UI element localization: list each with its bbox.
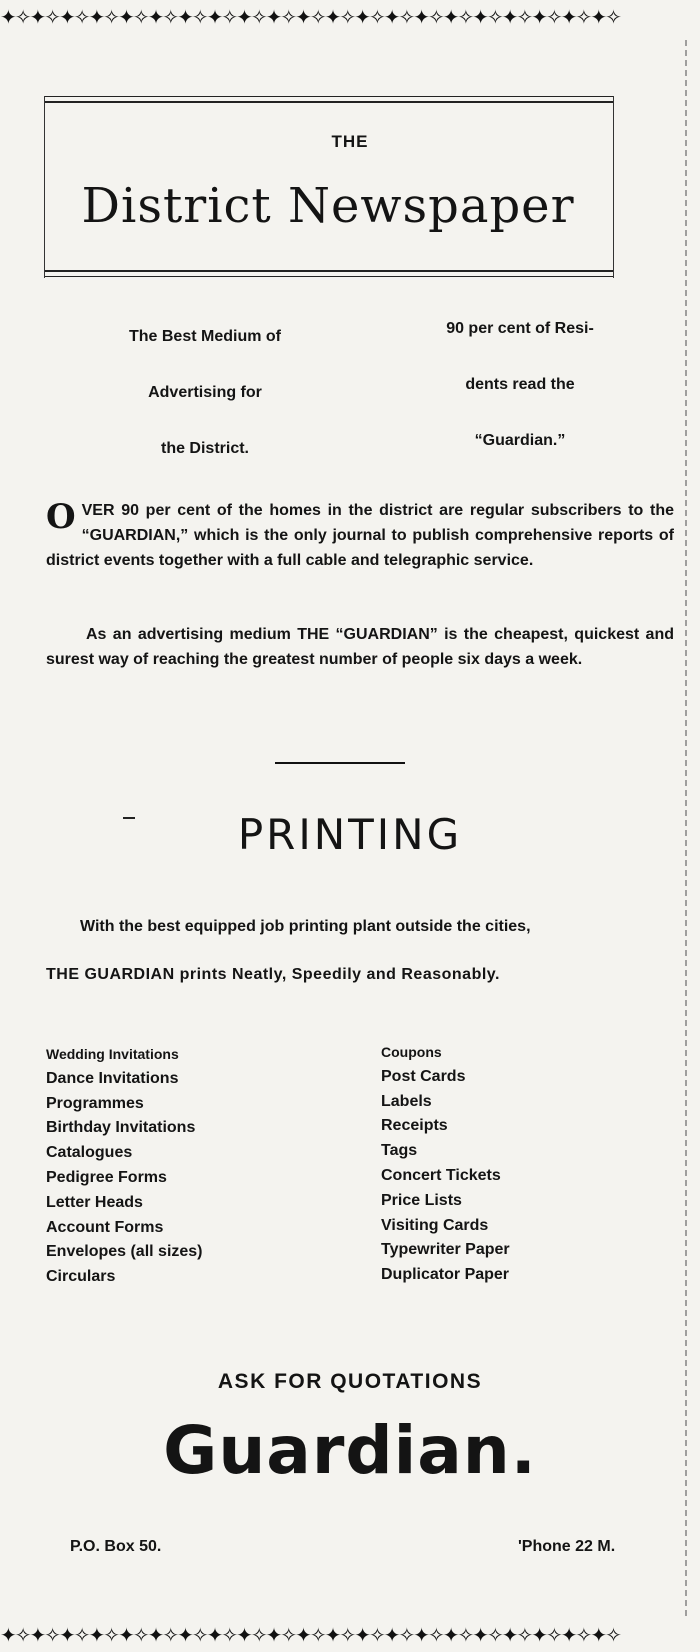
masthead-kicker: THE [331,132,369,151]
tagline-right-3: “Guardian.” [474,432,566,449]
list-item: Pedigree Forms [46,1168,167,1186]
drop-cap: O [46,497,76,537]
section-divider [275,762,405,764]
list-item: Catalogues [46,1144,133,1162]
top-ornamental-border: ✦✧✦✧✦✧✦✧✦✧✦✧✦✧✦✧✦✧✦✧✦✧✦✧✦✧✦✧✦✧✦✧✦✧✦✧✦✧✦✧✦✧ [0,5,620,29]
quotations-callout: ASK FOR QUOTATIONS [217,1370,483,1393]
list-item: Wedding Invitations [46,1046,179,1062]
body-paragraph-2: As an advertising medium THE “GUARDIAN” is the cheapest, quickest and surest way of reaching the greatest number of people six days a week. [46,626,674,668]
list-item: Receipts [381,1117,448,1135]
list-item: Typewriter Paper [381,1241,510,1259]
services-list-right [381,1040,510,1288]
tagline-left-1: The Best Medium of [128,328,281,345]
printing-line-1: With the best equipped job printing plant outside the cities, [80,918,531,935]
bottom-ornamental-border: ✦✧✦✧✦✧✦✧✦✧✦✧✦✧✦✧✦✧✦✧✦✧✦✧✦✧✦✧✦✧✦✧✦✧✦✧✦✧✦✧✦✧ [0,1623,620,1647]
list-item: Concert Tickets [381,1166,501,1184]
masthead-title: District Newspaper [81,178,575,234]
list-item: Birthday Invitations [46,1119,196,1137]
list-item: Labels [381,1092,432,1110]
printing-line-2: THE GUARDIAN prints Neatly, Speedily and Reasonably. [46,966,500,983]
list-item: Dance Invitations [46,1069,179,1087]
list-item: Letter Heads [46,1193,143,1211]
phone-number: 'Phone 22 M. [518,1538,616,1555]
brand-wordmark: Guardian. [163,1412,537,1489]
tagline-left-3: the District. [160,440,249,457]
tagline-right-2: dents read the [465,376,575,393]
services-list-left [46,1042,203,1290]
list-item: Circulars [46,1268,116,1286]
list-item: Post Cards [381,1067,466,1085]
printing-heading: PRINTING [237,810,463,859]
body-paragraph-1 [46,498,674,573]
po-box: P.O. Box 50. [70,1538,162,1555]
list-item: Visiting Cards [381,1216,489,1234]
list-item: Coupons [381,1044,442,1060]
list-item: Tags [381,1142,418,1160]
tagline-left-2: Advertising for [148,384,262,401]
tagline-right-1: 90 per cent of Resi- [446,320,594,337]
body-paragraph-1-text: VER 90 per cent of the homes in the district are regular subscribers to the “GUARDIAN,” which is the only journal to publish comprehensive reports of district events together with a full cable and telegraphic service. [46,502,674,569]
list-item: Price Lists [381,1191,462,1209]
list-item: Envelopes (all sizes) [46,1243,203,1261]
list-item: Account Forms [46,1218,164,1236]
list-item: Programmes [46,1094,144,1112]
list-item: Duplicator Paper [381,1266,510,1284]
